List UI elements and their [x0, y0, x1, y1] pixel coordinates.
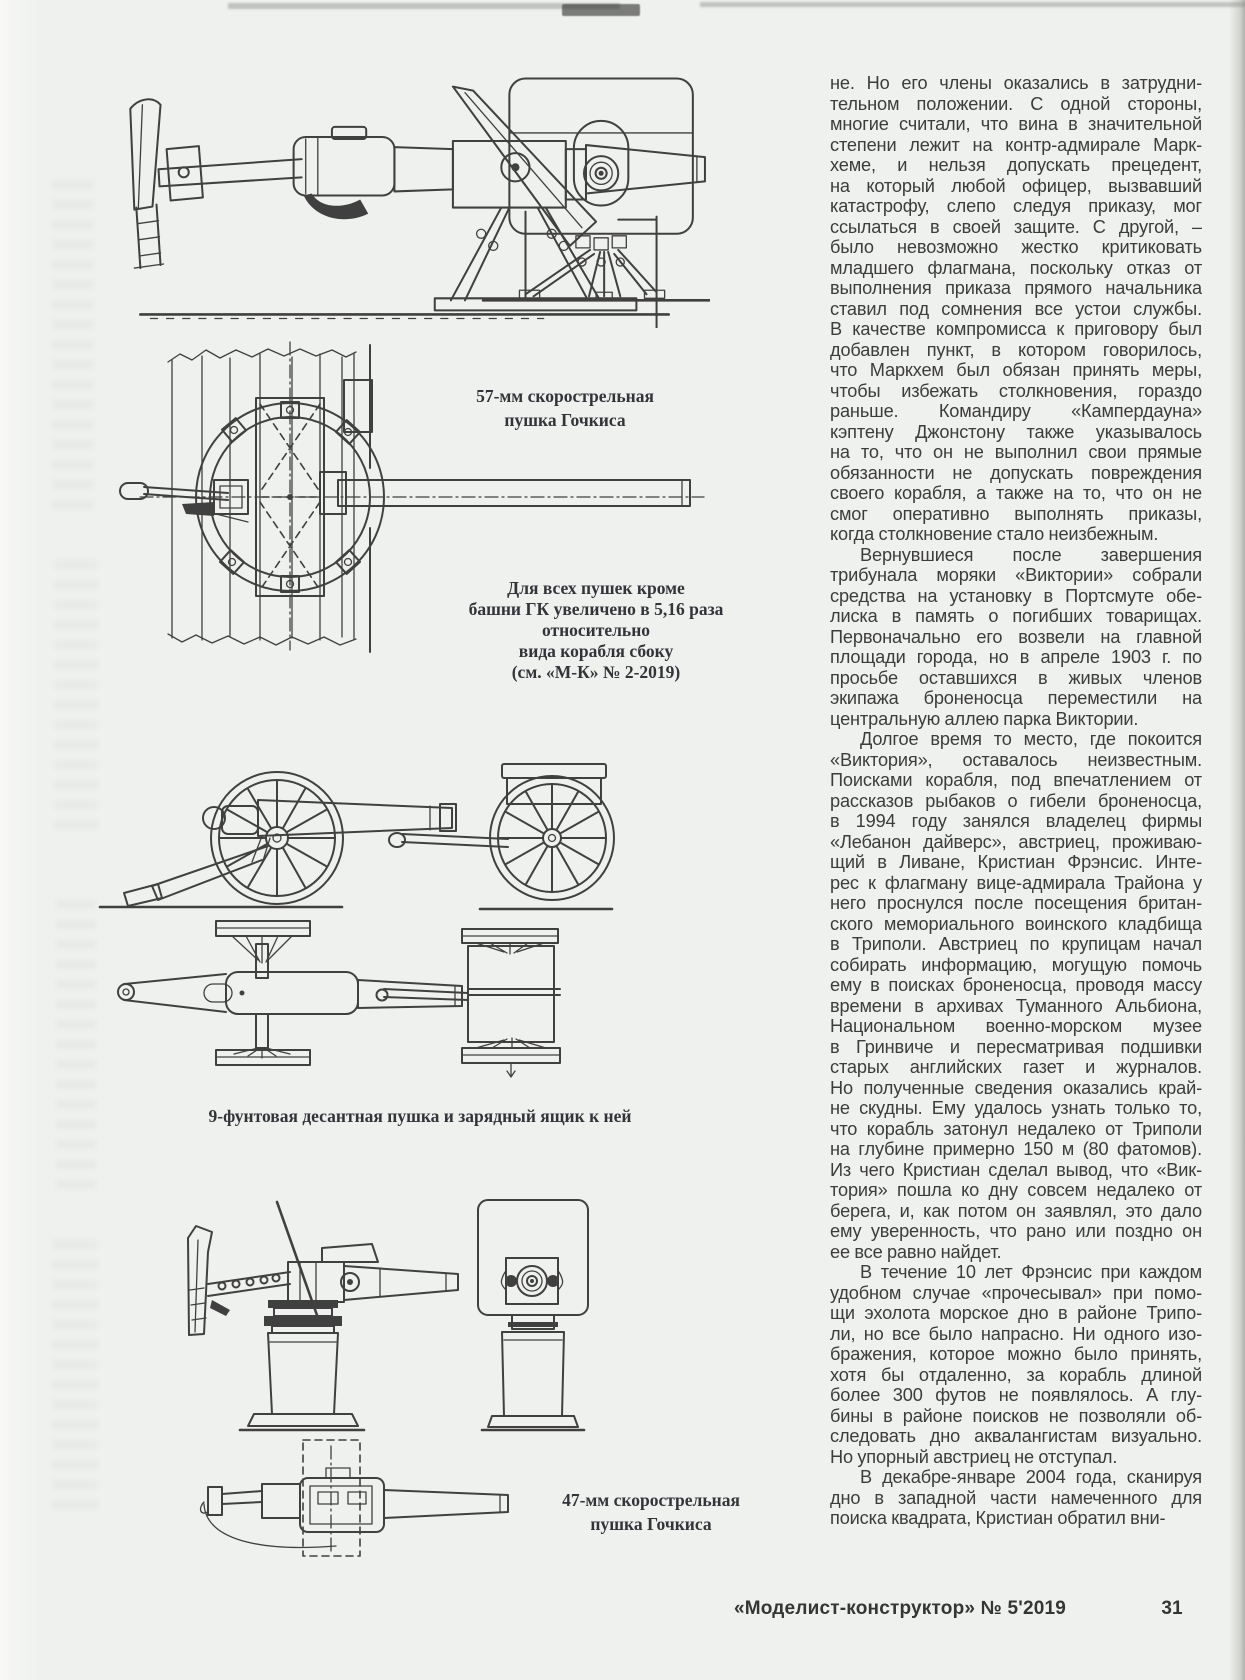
text-line: когда столкновение стало неизбежным.	[830, 524, 1159, 544]
text-line: В декабре-январе 2004 года, сканируя	[860, 1467, 1202, 1487]
text-line: щий в Ливане, Кристиан Фрэнсис. Инте-	[830, 852, 1202, 872]
text-line: трибунала моряки «Виктории» собрали	[830, 565, 1202, 585]
text-line: младшего флагмана, поскольку отказ от	[830, 257, 1202, 278]
text-line: поиска квадрата, Кристиан обратил вни-	[830, 1508, 1166, 1528]
text-line: не скудны. Ему удалось узнать только то,	[830, 1098, 1202, 1118]
text-line: В качестве компромисса к приговору был	[830, 319, 1202, 339]
text-line: смог оперативно выполнять приказы,	[830, 503, 1202, 524]
text-line: на глубине примерно 150 м (80 фатомов).	[830, 1139, 1202, 1159]
text-line: степени лежит на контр-адмирале Марк-	[830, 134, 1202, 155]
text-line: Первоначально его возвели на главной	[830, 626, 1202, 647]
text-line: старых английских газет и журналов.	[830, 1057, 1202, 1077]
text-line: ему уверенность, что рано или поздно он	[830, 1221, 1202, 1241]
text-line: бражения, которое можно было принять,	[830, 1344, 1202, 1364]
text-line: ли, но все было напрасно. Ни одного изо-	[830, 1323, 1202, 1344]
scan-artifact-line	[700, 2, 1245, 7]
text-line: Поисками корабля, под впечатлением от	[830, 770, 1202, 790]
text-line: Но полученные сведения оказались край-	[830, 1077, 1202, 1098]
text-line: своего корабля, а также на то, что он не	[830, 483, 1202, 503]
text-line: Национальном военно-морском музее	[830, 1016, 1202, 1036]
caption-line: вида корабля сбоку	[518, 641, 674, 661]
bleed-through-smear	[54, 560, 98, 830]
text-line: выполнения приказа прямого начальника	[830, 278, 1202, 298]
text-line: было невозможно жестко критиковать	[830, 237, 1202, 257]
text-line: многие считали, что вина в значительной	[830, 114, 1202, 134]
text-line: щи эхолота морское дно в районе Трипо-	[830, 1303, 1202, 1323]
drawing-9pdr-top-views	[95, 915, 715, 1083]
text-line: ставил под сомнения все устои службы.	[830, 298, 1202, 319]
text-line: в Гринвиче и пересматривая подшивки	[830, 1036, 1202, 1057]
text-line: удобном случае «прочесывал» при помо-	[830, 1282, 1202, 1303]
text-line: рес к флагману вице-адмирала Трайона у	[830, 872, 1202, 893]
text-line: центральную аллею парка Виктории.	[830, 708, 1139, 729]
text-line: Но упорный австриец не отступал.	[830, 1446, 1118, 1467]
text-line: что Маркхем был обязан принять меры,	[830, 360, 1202, 380]
text-line: в 1994 году занялся владелец фирмы	[830, 811, 1202, 831]
caption-line: пушка Гочкиса	[504, 410, 626, 430]
scan-artifact-blob	[562, 4, 640, 16]
text-line: просьбе оставшихся в живых членов	[830, 667, 1202, 688]
text-line: на который любой офицер, вызвавший	[830, 175, 1202, 196]
text-line: В течение 10 лет Фрэнсис при каждом	[860, 1262, 1202, 1282]
text-line: ссылаться в своей защите. С другой, –	[830, 216, 1202, 237]
page-left-margin-shade	[0, 0, 40, 1680]
caption-47mm-gun	[520, 1488, 782, 1536]
footer-journal-title: «Моделист-конструктор» № 5'2019	[733, 1598, 1067, 1619]
text-line: средства на установку в Портсмуте обе-	[830, 585, 1202, 606]
text-line: следовать дно аквалангистам визуально.	[830, 1426, 1202, 1446]
text-line: хеме, и нельзя допускать прецедент,	[830, 155, 1202, 175]
caption-line: 9-фунтовая десантная пушка и зарядный ящик к ней	[208, 1106, 632, 1126]
text-line: лиска в память о погибших товарищах.	[830, 606, 1202, 626]
text-line: собирать информацию, могущую помочь	[830, 954, 1202, 975]
text-line: ее все равно найдет.	[830, 1241, 1002, 1262]
text-line: тория» пошла ко дну совсем недалеко от	[830, 1180, 1202, 1200]
text-line: берега, и, как потом он заявлял, это дало	[830, 1200, 1202, 1221]
text-line: кэптену Джонстону также указывалось	[830, 421, 1202, 442]
text-line: раньше. Командиру «Кампердауна»	[830, 401, 1202, 421]
caption-9pdr-gun	[150, 1106, 690, 1126]
caption-line: относительно	[541, 620, 651, 640]
text-line: на то, что он не выполнил свои прямые	[830, 442, 1202, 462]
caption-line: 57-мм скорострельная	[476, 386, 654, 406]
text-line: дно в западной части намеченного для	[830, 1487, 1202, 1508]
text-line: в Триполи. Австриец по крупицам начал	[830, 934, 1202, 954]
caption-line: башни ГК увеличено в 5,16 раза	[468, 599, 724, 619]
text-line: хотя бы отдаленно, за корабль длиной	[830, 1364, 1202, 1385]
text-line: Вернувшиеся после завершения	[860, 544, 1202, 565]
caption-line: пушка Гочкиса	[590, 1514, 712, 1534]
text-line: что корабль затонул недалеко от Триполи	[830, 1118, 1202, 1139]
footer-page-number: 31	[1161, 1598, 1183, 1619]
text-line: добавлен пункт, в котором говорилось,	[830, 339, 1202, 360]
text-line: чтобы избежать столкновения, гораздо	[830, 380, 1202, 401]
drawing-9pdr-side-views	[95, 715, 715, 915]
text-line: катастрофу, слепо следуя приказу, мог	[830, 196, 1202, 216]
text-line: Из чего Кристиан сделал вывод, что «Вик-	[830, 1159, 1202, 1180]
caption-line: Для всех пушек кроме	[507, 578, 685, 598]
bleed-through-smear	[52, 180, 94, 510]
text-line: времени в архивах Туманного Альбиона,	[830, 995, 1202, 1016]
text-line: не. Но его члены оказались в затрудни-	[830, 73, 1202, 93]
text-line: Долгое время то место, где покоится	[860, 729, 1202, 749]
article-text	[830, 73, 1202, 1529]
text-line: более 300 футов не появлялось. А глу-	[830, 1385, 1202, 1405]
text-line: бины в районе поисков не позволяли об-	[830, 1405, 1202, 1426]
text-line: «Виктория», оставалось неизвестным.	[830, 749, 1202, 770]
text-line: рассказов рыбаков о гибели броненосца,	[830, 790, 1202, 811]
text-line: ского мемориального воинского кладбища	[830, 913, 1202, 934]
drawing-57mm-hotchkiss-gun	[95, 70, 710, 328]
text-line: обязанности не допускать повреждения	[830, 462, 1202, 483]
caption-line: (см. «М-К» № 2-2019)	[511, 662, 681, 682]
text-line: площади города, но в апреле 1903 г. по	[830, 647, 1202, 667]
bleed-through-smear	[56, 900, 96, 1200]
caption-scale-note	[440, 578, 752, 683]
caption-line: 47-мм скорострельная	[562, 1490, 740, 1510]
text-line: тельном положении. С одной стороны,	[830, 93, 1202, 114]
page-right-edge-shadow	[1229, 0, 1245, 1680]
text-line: «Лебанон дайверс», австриец, проживаю-	[830, 831, 1202, 852]
bleed-through-smear	[52, 1240, 98, 1510]
text-line: экипажа броненосца переместили на	[830, 688, 1202, 708]
text-line: ему в поисках броненосца, проводя массу	[830, 975, 1202, 995]
text-line: него проснулся после посещения британ-	[830, 893, 1202, 913]
